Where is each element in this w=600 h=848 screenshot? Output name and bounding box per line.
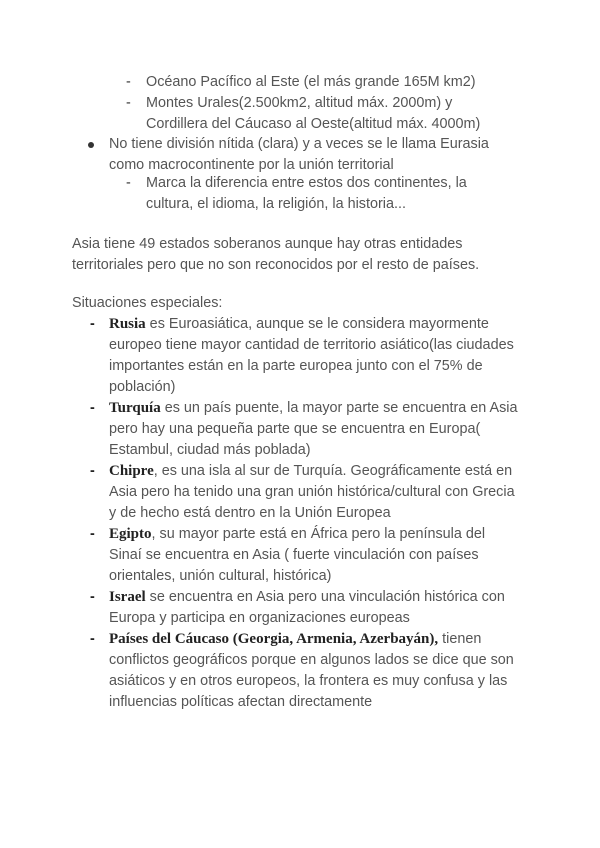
list-item-text: Montes Urales(2.500km2, altitud máx. 2000m) y Cordillera del Cáucaso al Oeste(altitud máx. 4000m) bbox=[146, 95, 481, 132]
list-item bbox=[126, 72, 526, 93]
paragraph-text: Asia tiene 49 estados soberanos aunque hay otras entidades territoriales pero que no son reconocidos por el resto de países. bbox=[72, 236, 480, 273]
special-item-turquia bbox=[90, 398, 520, 461]
country-name: Chipre bbox=[109, 463, 154, 479]
country-name: Rusia bbox=[109, 316, 146, 332]
list-item bbox=[88, 134, 513, 176]
special-heading-text: Situaciones especiales: bbox=[72, 295, 223, 311]
dash-marker: - bbox=[126, 74, 131, 90]
dash-marker: - bbox=[126, 95, 131, 111]
list-item bbox=[126, 173, 506, 215]
dash-marker: - bbox=[90, 400, 95, 416]
dash-marker: - bbox=[90, 631, 95, 647]
list-item bbox=[126, 93, 501, 135]
country-description: , su mayor parte está en África pero la península del Sinaí se encuentra en Asia ( fuerte vinculación con países orientales, unión cultural, histórica) bbox=[109, 526, 486, 584]
country-name: Turquía bbox=[109, 400, 161, 416]
special-item-israel bbox=[90, 587, 520, 629]
paragraph bbox=[72, 234, 522, 276]
dash-marker: - bbox=[126, 175, 131, 191]
bullet-text: No tiene división nítida (clara) y a veces se le llama Eurasia como macrocontinente por la unión territorial bbox=[109, 136, 489, 173]
special-item-egipto bbox=[90, 524, 520, 587]
country-description: tienen conflictos geográficos porque en algunos lados se dice que son asiáticos y en otros europeos, la frontera es muy confusa y las influencias políticas afectan directamente bbox=[109, 631, 514, 710]
country-description: se encuentra en Asia pero una vinculación histórica con Europa y participa en organizaciones europeas bbox=[109, 589, 505, 626]
bullet-item bbox=[88, 134, 513, 176]
dash-marker: - bbox=[90, 589, 95, 605]
special-item-rusia bbox=[90, 314, 520, 398]
country-name: Israel bbox=[109, 589, 146, 605]
bullet-marker bbox=[88, 142, 94, 148]
country-description: es Euroasiática, aunque se le considera mayormente europeo tiene mayor cantidad de territorio asiático(las ciudades importantes están en la parte europea junto con el 75% de población) bbox=[109, 316, 514, 395]
list-item-text: Océano Pacífico al Este (el más grande 165M km2) bbox=[146, 74, 476, 90]
special-list bbox=[90, 314, 520, 713]
special-heading bbox=[72, 293, 522, 314]
country-name: Egipto bbox=[109, 526, 152, 542]
list-item-text: Marca la diferencia entre estos dos continentes, la cultura, el idioma, la religión, la historia... bbox=[146, 175, 467, 212]
dash-marker: - bbox=[90, 526, 95, 542]
sub-list-2 bbox=[126, 173, 506, 215]
dash-marker: - bbox=[90, 463, 95, 479]
country-name: Países del Cáucaso (Georgia, Armenia, Azerbayán), bbox=[109, 631, 439, 647]
special-item-chipre bbox=[90, 461, 520, 524]
dash-marker: - bbox=[90, 316, 95, 332]
sub-list-1 bbox=[126, 72, 526, 135]
country-description: es un país puente, la mayor parte se encuentra en Asia pero hay una pequeña parte que se encuentra en Europa( Estambul, ciudad más poblada) bbox=[109, 400, 518, 458]
special-item-caucaso bbox=[90, 629, 520, 713]
country-description: , es una isla al sur de Turquía. Geográficamente está en Asia pero ha tenido una gran unión histórica/cultural con Grecia y de hecho está dentro en la Unión Europea bbox=[109, 463, 515, 521]
